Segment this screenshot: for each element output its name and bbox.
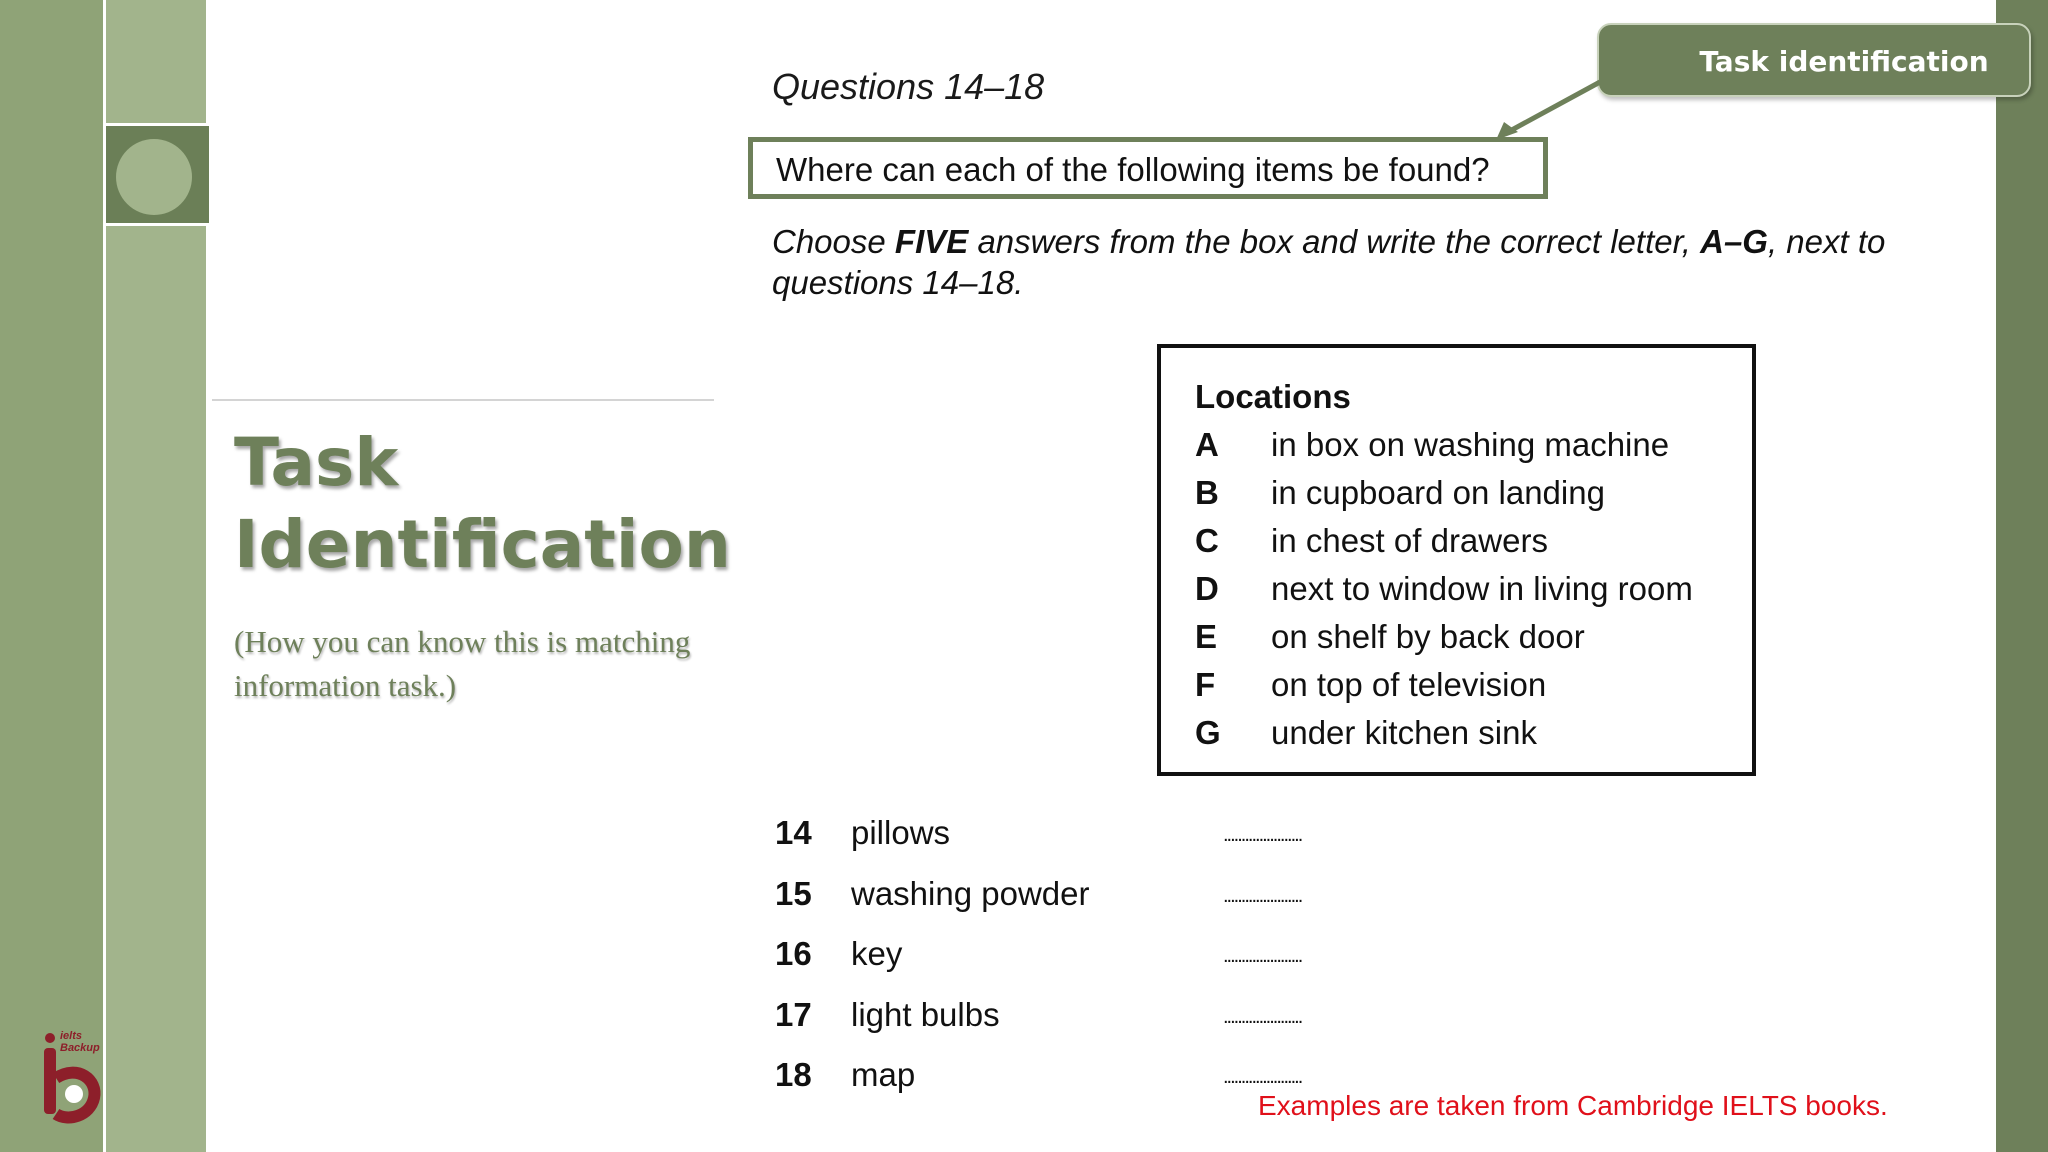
question-item-name: key [851, 935, 903, 972]
question-number: 17 [775, 996, 812, 1033]
question-highlight-box [748, 137, 1548, 199]
answer-blank: ...................... [1223, 885, 1302, 907]
slide-title-line2: Identification [234, 506, 731, 583]
location-letter: B [1195, 474, 1219, 511]
logo-brand-top: ielts [60, 1030, 83, 1042]
location-text: in cupboard on landing [1271, 474, 1605, 511]
instructions-part2: answers from the box and write the correct letter, [968, 223, 1701, 260]
instructions-bold1: FIVE [894, 223, 969, 260]
location-letter: E [1195, 618, 1218, 655]
title-divider [212, 399, 714, 401]
logo-wordmark [60, 1030, 100, 1054]
right-decor-bar [1996, 0, 2048, 1152]
instructions [772, 221, 1972, 303]
question-number: 18 [775, 1056, 812, 1093]
instructions-part3: , next to questions 14–18. [772, 223, 1886, 301]
instructions-bold2: A–G [1700, 223, 1768, 260]
question-number: 15 [775, 875, 812, 912]
location-letter: D [1195, 570, 1219, 607]
answer-blank: ...................... [1223, 945, 1302, 967]
question-item-name: pillows [851, 814, 951, 851]
slide-subtitle: (How you can know this is matching information task.) [234, 624, 691, 703]
location-text: in box on washing machine [1271, 426, 1670, 463]
question-number: 14 [775, 814, 812, 851]
location-text: on shelf by back door [1271, 618, 1585, 655]
location-letter: A [1195, 426, 1219, 463]
location-letter: C [1195, 522, 1219, 559]
left-decor-bar-inner [103, 0, 206, 1152]
answer-blank: ...................... [1223, 1066, 1302, 1088]
question-number: 16 [775, 935, 812, 972]
question-text: Where can each of the following items be found? [776, 151, 1490, 188]
location-text: on top of television [1271, 666, 1547, 703]
task-identification-callout [1597, 23, 2031, 97]
ielts-backup-logo [38, 1030, 118, 1130]
location-text: in chest of drawers [1271, 522, 1548, 559]
locations-box [1157, 344, 1756, 776]
location-text: under kitchen sink [1271, 714, 1537, 751]
left-decor-bar [0, 0, 103, 1152]
location-letter: G [1195, 714, 1221, 751]
question-item-name: light bulbs [851, 996, 1000, 1033]
answer-blank: ...................... [1223, 1006, 1302, 1028]
question-item-name: washing powder [851, 875, 1090, 912]
decor-square [106, 123, 209, 226]
questions-heading: Questions 14–18 [772, 66, 1045, 107]
locations-title: Locations [1195, 378, 1351, 415]
callout-label: Task identification [1699, 45, 1989, 78]
logo-brand-bottom: Backup [60, 1042, 100, 1054]
decor-circle [116, 139, 192, 215]
location-letter: F [1195, 666, 1216, 703]
answer-blank: ...................... [1223, 824, 1302, 846]
source-footnote: Examples are taken from Cambridge IELTS books. [1258, 1090, 1888, 1121]
slide-title [234, 422, 731, 586]
instructions-part1: Choose [772, 223, 895, 260]
question-item-name: map [851, 1056, 916, 1093]
slide-title-line1: Task [234, 424, 399, 501]
location-text: next to window in living room [1271, 570, 1693, 607]
